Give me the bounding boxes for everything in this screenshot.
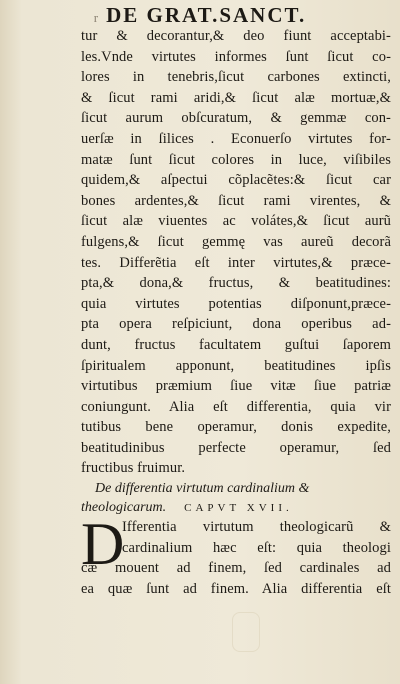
text-line: ſicut aurum obſcuratum, & gemmæ con- [81, 110, 391, 127]
text-line: tes. Differẽtia eſt inter virtutes,& præce- [81, 254, 391, 271]
text-line: quia virtutes potentias diſponunt,præce- [81, 295, 391, 312]
text-line: lores in tenebris,ſicut carbones extincti, [81, 69, 391, 86]
text-line: bones ardentes,& ſicut rami virentes, & [81, 192, 391, 209]
text-body [81, 26, 391, 599]
text-line: tutibus bene operamur, donis expedite, [81, 419, 391, 436]
text-line: tur & decorantur,& deo fiunt acceptabi- [81, 28, 391, 44]
chapter-heading-cont [81, 498, 391, 517]
text-line: cæ mouent ad finem, ſed cardinales ad [81, 560, 391, 577]
chapter-opening [81, 511, 391, 599]
text-line: quidem,& aſpectui cõplacẽtes:& ſicut car [81, 172, 391, 189]
chapter-heading-line2: theologicarum. [81, 500, 167, 516]
drop-cap: D [81, 511, 125, 578]
text-line: matæ ſunt ſicut colores in luce, viſibiles [81, 151, 391, 168]
text-line: dunt, fructus facultatem guſtui ſaporem [81, 336, 391, 353]
text-line: uerſæ in ſilices . Econuerſo virtutes for- [81, 130, 391, 147]
paper-stain [232, 612, 260, 652]
text-line: ea quæ ſunt ad finem. Alia differentia eſt [81, 580, 391, 597]
text-line: virtutibus præmium ſiue vitæ ſiue patriæ [81, 378, 391, 395]
text-line: Ifferentia virtutum theologicarũ & [122, 519, 391, 536]
chapter-heading: De differentia virtutum cardinalium & [95, 481, 310, 497]
text-line: ſicut alæ viuentes ac volátes,& ſicut aurũ [81, 213, 391, 230]
text-line: ſpiritualem apponunt, beatitudines ipſis [81, 357, 391, 374]
page-folio: r [93, 10, 101, 25]
text-line: fructibus fruimur. [81, 460, 186, 477]
text-line: & ſicut rami aridi,& ſicut alæ mortuæ,& [81, 89, 391, 106]
text-line: pta opera reſpiciunt, dona operibus ad- [81, 316, 391, 333]
text-line: les.Vnde virtutes informes ſunt ſicut co- [81, 48, 391, 65]
chapter-number: CAPVT XVII. [184, 502, 293, 515]
text-line: pta,& dona,& fructus, & beatitudines: [81, 275, 391, 292]
text-line: coniungunt. Alia eſt differentia, quia vir [81, 398, 391, 415]
text-line: cardinalium hæc eſt: quia theologi [122, 539, 391, 556]
text-line: beatitudinibus perfecte operamur, ſed [81, 439, 391, 456]
running-title: DE GRAT.SANCT. [106, 3, 307, 27]
running-header [0, 3, 400, 28]
text-line: fulgens,& ſicut gemmę vas aureũ decorã [81, 233, 391, 250]
